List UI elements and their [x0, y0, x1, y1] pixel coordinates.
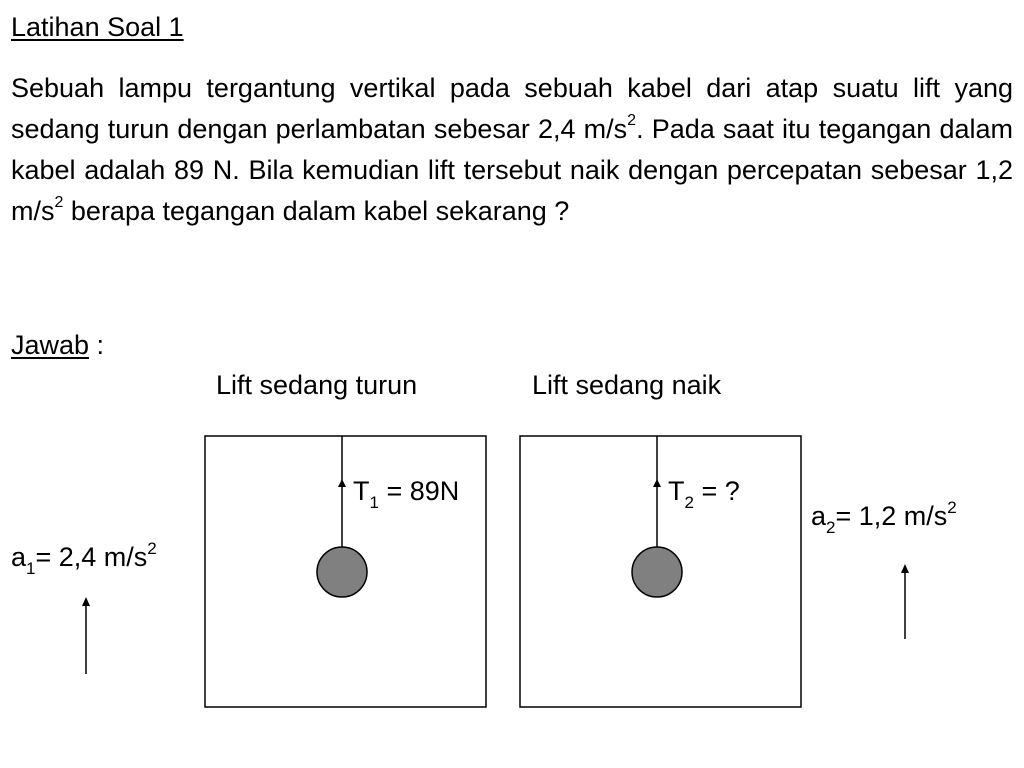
tension-symbol-1: T	[353, 476, 370, 506]
tension-value-2: = ?	[693, 476, 740, 506]
slide-title: Latihan Soal 1	[11, 12, 184, 42]
problem-text-3: berapa tegangan dalam kabel sekarang ?	[63, 196, 570, 226]
accel-value-2: = 1,2 m/s	[835, 501, 948, 531]
accel-superscript-1: 2	[147, 539, 157, 558]
accel-superscript-2: 2	[947, 498, 957, 517]
acceleration-label-2	[811, 498, 957, 538]
accel-value-1: = 2,4 m/s	[35, 542, 148, 572]
tension-value-1: = 89N	[378, 476, 460, 506]
accel-subscript-2: 2	[826, 518, 836, 538]
acceleration-label-1	[11, 539, 157, 579]
accel-arrowhead-up-icon	[901, 564, 909, 573]
answer-label: Jawab	[11, 330, 90, 360]
tension-label-1	[353, 475, 460, 513]
problem-text-2: . Pada saat itu tegangan dalam kabel adalah 89 N. Bila kemudian lift tersebut naik dengan percepatan sebesar 1,2 m/s	[11, 114, 1013, 226]
lamp-up	[632, 547, 682, 597]
tension-arrow-up-icon	[653, 479, 661, 487]
accel-arrowhead-down-icon	[82, 597, 90, 606]
problem-superscript-2: 2	[54, 194, 64, 211]
tension-label-2	[668, 475, 740, 513]
caption-lift-down: Lift sedang turun	[216, 370, 418, 400]
tension-symbol-2: T	[668, 476, 685, 506]
tension-subscript-2: 2	[684, 493, 694, 513]
accel-symbol-1: a	[11, 542, 27, 572]
problem-superscript-1: 2	[627, 112, 637, 129]
lamp-down	[317, 547, 367, 597]
answer-colon: :	[89, 330, 105, 360]
caption-lift-up: Lift sedang naik	[532, 370, 722, 400]
tension-subscript-1: 1	[369, 493, 379, 513]
problem-text-1: Sebuah lampu tergantung vertikal pada sebuah kabel dari atap suatu lift yang sedang turun dengan perlambatan sebesar 2,4 m/s	[11, 73, 1013, 144]
accel-subscript-1: 1	[26, 559, 36, 579]
tension-arrow-down-icon	[338, 479, 346, 487]
accel-symbol-2: a	[811, 501, 827, 531]
